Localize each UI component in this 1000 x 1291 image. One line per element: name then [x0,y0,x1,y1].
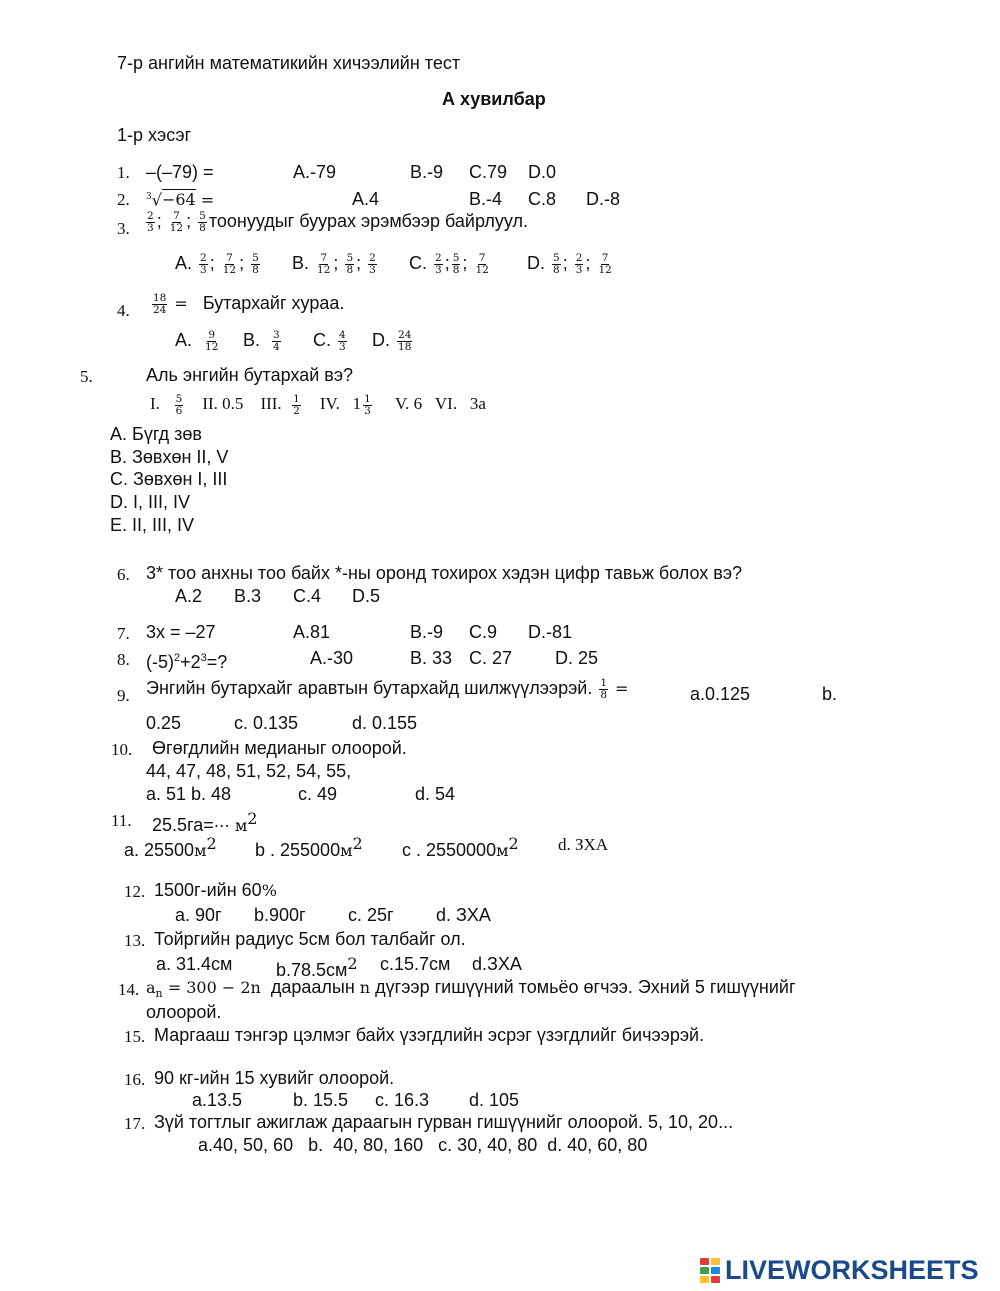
question-number: 4. [117,301,130,320]
option-a: a. 31.4см [156,954,233,974]
question-text: Аль энгийн бутархай вэ? [146,365,354,385]
question-text: Зүй тогтлыг ажиглаж дараагын гурван гишүүнийг олоорой. 5, 10, 20... [154,1112,734,1132]
option-a: A. $\frac{2}{3}$ ; $\frac{7}{12}$ ; $\frac{5}{8}$ [175,251,259,276]
option-b: b.900г [254,905,306,925]
root-index: 3 [146,192,152,202]
option-a: A.2 [175,586,203,606]
liveworksheets-logo [700,1255,979,1285]
option-c: C. $\frac{2}{3}$ ; $\frac{5}{8}$ ; $\frac{7}{12}$ [409,251,489,276]
option-b: B. Зөвхөн II, V [110,447,229,467]
option-b: B.-9 [410,162,444,182]
option-b-value: 0.25 [146,713,182,733]
option-c: c.15.7см [380,954,451,974]
question-number: 9. [117,686,130,705]
option-b: B.3 [234,586,262,606]
option-c: C. 27 [469,648,513,668]
question-text: Маргааш тэнгэр цэлмэг байх үзэгдлийн эсрэг үзэгдлийг бичээрэй. [154,1025,705,1045]
question-body: Энгийн бутархайг аравтын бутархайд шилжүүлээрэй. $\frac{1}{8}$ = [146,676,629,701]
question-text: Өгөгдлийн медианыг олоорой. [152,738,407,758]
question-number: 15. [124,1027,146,1046]
data-values: 44, 47, 48, 51, 52, 54, 55, [146,761,352,781]
question-number: 2. [117,190,130,209]
question-expression: 25.5га=⋯ $м^2$ [152,809,258,835]
question-number: 6. [117,565,130,584]
option-d: D.0 [528,162,557,182]
cube-root-expression [146,186,214,211]
question-number: 8. [117,650,130,669]
option-e: E. II, III, IV [110,515,195,535]
option-a: a.13.5 [192,1090,243,1110]
question-text: Бутархайг хураа. [202,293,345,313]
option-b: B. $\frac{3}{4}$ [243,328,280,353]
option-b: B.-4 [469,189,503,209]
question-number: 12. [124,882,146,901]
question-number: 7. [117,624,130,643]
option-a: A.81 [293,622,331,642]
option-c: C. Зөвхөн I, III [110,469,228,489]
test-title: 7-р ангийн математикийн хичээлийн тест [117,53,461,73]
option-c: C.9 [469,622,498,642]
candidates-row: I. $\frac{5}{6}$ II. 0.5 III. $\frac{1}{2}$ IV. 1 $\frac{1}{3}$ V. 6 VI. 3a [150,392,486,417]
question-body: $a_n = 300 - 2n$ дараалын n дүгээр гишүүний томьёо өгчээ. Эхний 5 гишүүнийг [146,977,796,1001]
option-b: $b.78.5см^2$ [276,954,358,980]
option-c: C.8 [528,189,557,209]
option-b-label: b. [822,684,838,704]
variant-heading: А хувилбар [442,89,546,109]
question-number: 1. [117,163,130,182]
question-expression: –(–79) = [146,162,214,182]
question-number: 10. [111,740,133,759]
logo-text: LIVEWORKSHEETS [725,1254,979,1285]
option-b: B. $\frac{7}{12}$ ; $\frac{5}{8}$ ; $\frac{2}{3}$ [292,251,376,276]
option-a: a.0.125 [690,684,751,704]
question-text: 90 кг-ийн 15 хувийг олоорой. [154,1068,395,1088]
option-a: A.-30 [310,648,354,668]
option-a: A. $\frac{9}{12}$ [175,328,219,353]
question-number: 16. [124,1070,146,1089]
options-a-b: a. 51 b. 48 [146,784,232,804]
option-d: D. 25 [555,648,599,668]
option-c: c. 49 [298,784,338,804]
question-text: 3* тоо анхны тоо байх *-ны оронд тохирох хэдэн цифр тавьж болох вэ? [146,563,743,583]
question-number: 3. [117,219,130,238]
option-d: D. $\frac{24}{18}$ [372,328,412,353]
option-a: A.-79 [293,162,337,182]
section-label: 1-р хэсэг [117,125,192,145]
option-b: B.-9 [410,622,444,642]
question-number: 11. [111,811,132,830]
option-d: d.ЗХА [472,954,522,974]
option-d: D.5 [352,586,381,606]
radicand: −64 [161,190,196,210]
question-text: Тойргийн радиус 5см бол талбайг ол. [154,929,466,949]
radical-sign: √ [151,190,162,210]
equals-sign: = [200,190,215,210]
question-number: 13. [124,931,146,950]
options-row: a.40, 50, 60 b. 40, 80, 160 c. 30, 40, 80 d. 40, 60, 80 [198,1135,648,1155]
question-text: Энгийн бутархайг аравтын бутархайд шилжүүлээрэй. [146,678,593,698]
question-expression: 3x = –27 [146,622,216,642]
option-c: c. 16.3 [375,1090,430,1110]
option-d: d. 54 [415,784,456,804]
option-b: b . $255000м^2$ [255,834,363,860]
option-a: a. 90г [175,905,222,925]
option-c: C.79 [469,162,508,182]
option-b: B. 33 [410,648,453,668]
option-d: d. 0.155 [352,713,418,733]
option-c: c. 0.135 [234,713,299,733]
option-c: C. $\frac{4}{3}$ [313,328,346,353]
logo-mark-icon [700,1258,720,1283]
question-text: 1500г-ийн 60% [154,880,277,900]
question-fractions: $\frac{2}{3}$ ; $\frac{7}{12}$ ; $\frac{5}{8}$ тоонуудыг буурах эрэмбээр байрлуул. [147,209,528,234]
option-a: A.4 [352,189,380,209]
option-c: c. 25г [348,905,394,925]
question-number: 14. [118,980,140,999]
question-text: тоонуудыг буурах эрэмбээр байрлуул. [208,211,528,231]
option-a: A. Бүгд зөв [110,424,202,444]
option-a: a. $25500м^2$ [124,834,217,860]
question-expression: $(-5)^2+2^3=$? [146,652,228,672]
question-number: 17. [124,1114,146,1133]
option-d: d. ЗХА [436,905,491,925]
option-d: D.-81 [528,622,573,642]
option-c: c . $2550000м^2$ [402,834,519,860]
question-text-cont: олоорой. [146,1002,222,1022]
option-d: d. 105 [469,1090,520,1110]
option-d: D. $\frac{5}{8}$ ; $\frac{2}{3}$ ; $\frac{7}{12}$ [527,251,612,276]
option-d: d. ЗХА [558,835,609,854]
option-d: D. I, III, IV [110,492,191,512]
option-b: b. 15.5 [293,1090,349,1110]
question-body: $\frac{18}{24}$ = Бутархайг хураа. [153,291,345,316]
option-d: D.-8 [586,189,621,209]
question-number: 5. [80,367,93,386]
option-c: C.4 [293,586,322,606]
